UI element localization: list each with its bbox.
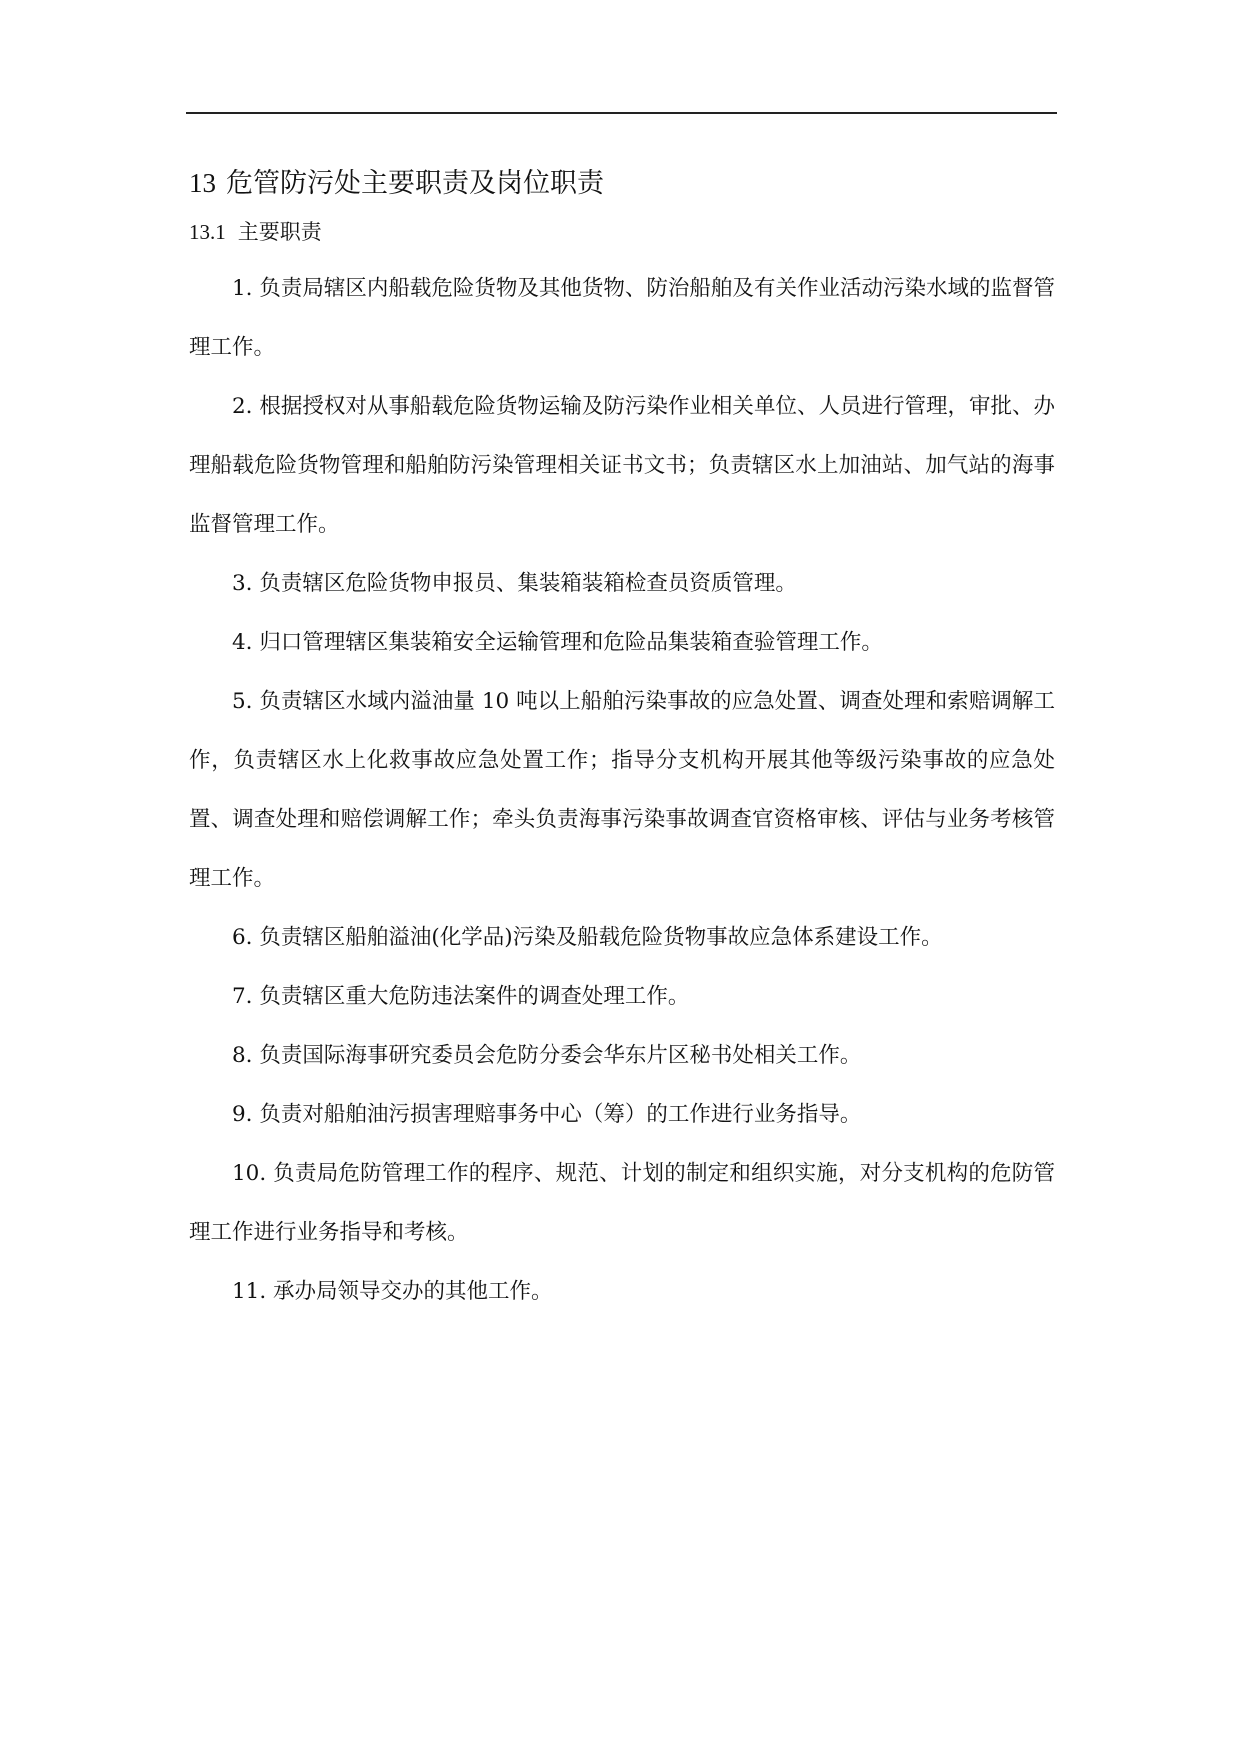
duty-item-5: 5. 负责辖区水域内溢油量 10 吨以上船舶污染事故的应急处置、调查处理和索赔调解工作，负责辖区水上化救事故应急处置工作；指导分支机构开展其他等级污染事故的应急处置、调查处理和赔偿调解工作；牵头负责海事污染事故调查官资格审核、评估与业务考核管理工作。 xyxy=(189,689,1055,891)
duty-item-3: 3. 负责辖区危险货物申报员、集装箱装箱检查员资质管理。 xyxy=(232,571,797,596)
subsection-number: 13.1 xyxy=(189,220,226,244)
duty-item-4: 4. 归口管理辖区集装箱安全运输管理和危险品集装箱查验管理工作。 xyxy=(232,630,883,655)
duty-item-2: 2. 根据授权对从事船载危险货物运输及防污染作业相关单位、人员进行管理，审批、办理船载危险货物管理和船舶防污染管理相关证书文书；负责辖区水上加油站、加气站的海事监督管理工作。 xyxy=(189,394,1055,537)
duty-item-7: 7. 负责辖区重大危防违法案件的调查处理工作。 xyxy=(232,984,690,1009)
section-heading xyxy=(189,158,1055,209)
duty-item-11: 11. 承办局领导交办的其他工作。 xyxy=(232,1279,553,1304)
duty-item-1: 1. 负责局辖区内船载危险货物及其他货物、防治船舶及有关作业活动污染水域的监督管理工作。 xyxy=(189,276,1055,360)
header-rule xyxy=(186,112,1057,114)
subsection-heading xyxy=(189,211,1055,253)
duty-item-10: 10. 负责局危防管理工作的程序、规范、计划的制定和组织实施，对分支机构的危防管理工作进行业务指导和考核。 xyxy=(189,1161,1055,1245)
duty-item-6: 6. 负责辖区船舶溢油(化学品)污染及船载危险货物事故应急体系建设工作。 xyxy=(232,925,943,950)
section-number: 13 xyxy=(189,168,216,198)
duty-item-8: 8. 负责国际海事研究委员会危防分委会华东片区秘书处相关工作。 xyxy=(232,1043,862,1068)
subsection-title: 主要职责 xyxy=(237,220,322,244)
document-body xyxy=(189,158,1055,1321)
section-title: 危管防污处主要职责及岗位职责 xyxy=(226,168,604,199)
duty-item-9: 9. 负责对船舶油污损害理赔事务中心（筹）的工作进行业务指导。 xyxy=(232,1102,862,1127)
